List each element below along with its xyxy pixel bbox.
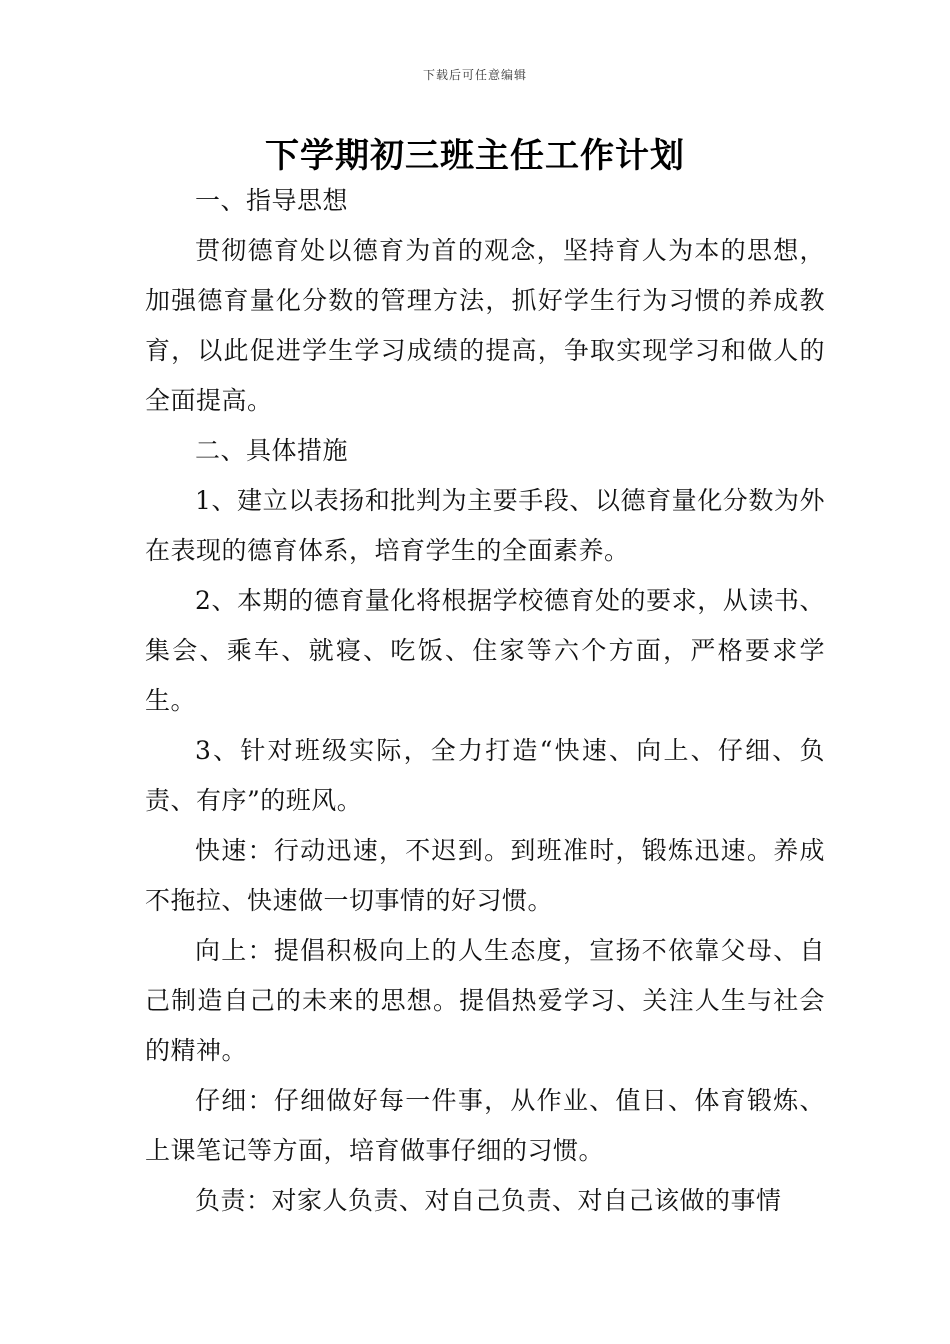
paragraph-upward: 向上：提倡积极向上的人生态度，宣扬不依靠父母、自己制造自己的未来的思想。提倡热爱学习、关注人生与社会的精神。: [145, 936, 825, 1065]
paragraph-careful: 仔细：仔细做好每一件事，从作业、值日、体育锻炼、上课笔记等方面，培育做事仔细的习惯。: [145, 1086, 825, 1165]
paragraph-guiding-thought: 贯彻德育处以德育为首的观念，坚持育人为本的思想，加强德育量化分数的管理方法，抓好学生行为习惯的养成教育，以此促进学生学习成绩的提高，争取实现学习和做人的全面提高。: [145, 236, 825, 415]
paragraph-measure-2: 2、本期的德育量化将根据学校德育处的要求，从读书、集会、乘车、就寝、吃饭、住家等六个方面，严格要求学生。: [145, 586, 825, 715]
section-heading-specific-measures: 二、具体措施: [195, 436, 349, 465]
document-title: 下学期初三班主任工作计划: [265, 136, 685, 176]
header-note: 下载后可任意编辑: [422, 68, 527, 82]
document-body: [145, 176, 825, 1226]
section-heading-guiding-thought: 一、指导思想: [195, 186, 349, 215]
paragraph-fast: 快速：行动迅速，不迟到。到班准时，锻炼迅速。养成不拖拉、快速做一切事情的好习惯。: [145, 836, 825, 915]
paragraph-measure-3: 3、针对班级实际，全力打造“快速、向上、仔细、负责、有序”的班风。: [145, 736, 825, 815]
paragraph-responsible: 负责：对家人负责、对自己负责、对自己该做的事情: [195, 1186, 782, 1215]
paragraph-measure-1: 1、建立以表扬和批判为主要手段、以德育量化分数为外在表现的德育体系，培育学生的全面素养。: [145, 486, 825, 565]
